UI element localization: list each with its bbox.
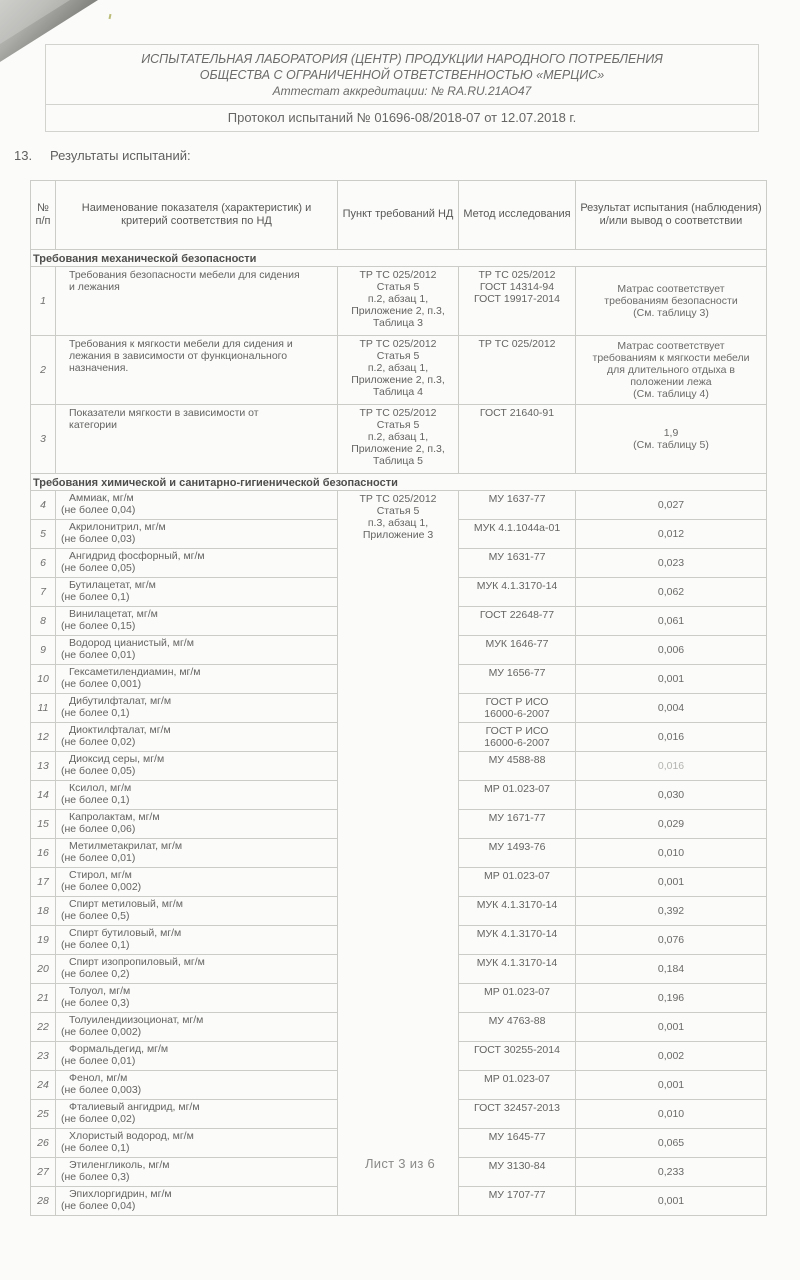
row-number-cell: 2 bbox=[31, 336, 56, 405]
indicator-name-cell: Требования к мягкости мебели для сидения и лежания в зависимости от функционального назначения. bbox=[56, 336, 338, 405]
indicator-name-cell: Аммиак, мг/м (не более 0,04) bbox=[56, 491, 338, 520]
result-cell: 0,012 bbox=[576, 520, 767, 549]
result-cell: 0,027 bbox=[576, 491, 767, 520]
result-cell: 0,001 bbox=[576, 665, 767, 694]
column-header-4: Метод исследования bbox=[459, 181, 576, 250]
result-cell: 0,001 bbox=[576, 1187, 767, 1216]
table-section-title: Требования механической безопасности bbox=[31, 250, 767, 267]
result-cell: 0,029 bbox=[576, 810, 767, 839]
test-method-cell: МУ 1631-77 bbox=[459, 549, 576, 578]
table-section-header bbox=[31, 474, 767, 491]
indicator-name-cell: Винилацетат, мг/м (не более 0,15) bbox=[56, 607, 338, 636]
test-method-cell: ГОСТ 21640-91 bbox=[459, 405, 576, 474]
row-number-cell: 22 bbox=[31, 1013, 56, 1042]
row-number-cell: 13 bbox=[31, 752, 56, 781]
requirement-clause-cell: ТР ТС 025/2012 Статья 5 п.2, абзац 1, Приложение 2, п.3, Таблица 4 bbox=[338, 336, 459, 405]
row-number-cell: 27 bbox=[31, 1158, 56, 1187]
requirement-clause-cell: ТР ТС 025/2012 Статья 5 п.2, абзац 1, Приложение 2, п.3, Таблица 3 bbox=[338, 267, 459, 336]
test-method-cell: ГОСТ 22648-77 bbox=[459, 607, 576, 636]
results-heading-number: 13. bbox=[14, 148, 33, 163]
table-row bbox=[31, 336, 767, 405]
indicator-name-cell: Толуол, мг/м (не более 0,3) bbox=[56, 984, 338, 1013]
table-row bbox=[31, 491, 767, 520]
row-number-cell: 5 bbox=[31, 520, 56, 549]
column-header-5: Результат испытания (наблюдения) и/или вывод о соответствии bbox=[576, 181, 767, 250]
test-method-cell: МУ 4588-88 bbox=[459, 752, 576, 781]
result-cell: 0,065 bbox=[576, 1129, 767, 1158]
test-method-cell: МР 01.023-07 bbox=[459, 868, 576, 897]
test-method-cell: ГОСТ Р ИСО 16000-6-2007 bbox=[459, 723, 576, 752]
test-method-cell: МР 01.023-07 bbox=[459, 1071, 576, 1100]
result-cell: 0,016 bbox=[576, 752, 767, 781]
row-number-cell: 14 bbox=[31, 781, 56, 810]
test-method-cell: МУ 4763-88 bbox=[459, 1013, 576, 1042]
table-section-header bbox=[31, 250, 767, 267]
result-cell: 0,001 bbox=[576, 1013, 767, 1042]
row-number-cell: 4 bbox=[31, 491, 56, 520]
result-cell: 0,002 bbox=[576, 1042, 767, 1071]
test-method-cell: ГОСТ 32457-2013 bbox=[459, 1100, 576, 1129]
indicator-name-cell: Ангидрид фосфорный, мг/м (не более 0,05) bbox=[56, 549, 338, 578]
indicator-name-cell: Спирт бутиловый, мг/м (не более 0,1) bbox=[56, 926, 338, 955]
result-cell: 0,030 bbox=[576, 781, 767, 810]
results-heading bbox=[14, 148, 191, 163]
test-method-cell: МУ 1645-77 bbox=[459, 1129, 576, 1158]
table-section-title: Требования химической и санитарно-гигиенической безопасности bbox=[31, 474, 767, 491]
indicator-name-cell: Хлористый водород, мг/м (не более 0,1) bbox=[56, 1129, 338, 1158]
row-number-cell: 10 bbox=[31, 665, 56, 694]
indicator-name-cell: Диоктилфталат, мг/м (не более 0,02) bbox=[56, 723, 338, 752]
row-number-cell: 1 bbox=[31, 267, 56, 336]
accreditation-line: Аттестат аккредитации: № RA.RU.21АО47 bbox=[272, 84, 532, 98]
row-number-cell: 11 bbox=[31, 694, 56, 723]
row-number-cell: 8 bbox=[31, 607, 56, 636]
lab-name-block bbox=[46, 45, 758, 105]
column-header-2: Наименование показателя (характеристик) и критерий соответствия по НД bbox=[56, 181, 338, 250]
test-method-cell: МУ 1707-77 bbox=[459, 1187, 576, 1216]
result-cell: 0,076 bbox=[576, 926, 767, 955]
indicator-name-cell: Бутилацетат, мг/м (не более 0,1) bbox=[56, 578, 338, 607]
test-method-cell: ТР ТС 025/2012 bbox=[459, 336, 576, 405]
row-number-cell: 26 bbox=[31, 1129, 56, 1158]
result-cell: 0,004 bbox=[576, 694, 767, 723]
result-cell: Матрас соответствует требованиям к мягкости мебели для длительного отдыха в положении лежа (См. таблицу 4) bbox=[576, 336, 767, 405]
result-cell: 1,9 (См. таблицу 5) bbox=[576, 405, 767, 474]
row-number-cell: 18 bbox=[31, 897, 56, 926]
row-number-cell: 17 bbox=[31, 868, 56, 897]
results-table bbox=[30, 180, 767, 1216]
indicator-name-cell: Стирол, мг/м (не более 0,002) bbox=[56, 868, 338, 897]
indicator-name-cell: Формальдегид, мг/м (не более 0,01) bbox=[56, 1042, 338, 1071]
test-method-cell: МУК 4.1.3170-14 bbox=[459, 926, 576, 955]
result-cell: 0,184 bbox=[576, 955, 767, 984]
indicator-name-cell: Акрилонитрил, мг/м (не более 0,03) bbox=[56, 520, 338, 549]
indicator-name-cell: Водород цианистый, мг/м (не более 0,01) bbox=[56, 636, 338, 665]
row-number-cell: 25 bbox=[31, 1100, 56, 1129]
result-cell: 0,196 bbox=[576, 984, 767, 1013]
results-table-body bbox=[31, 250, 767, 1216]
indicator-name-cell: Эпихлоргидрин, мг/м (не более 0,04) bbox=[56, 1187, 338, 1216]
lab-header-box bbox=[45, 44, 759, 132]
indicator-name-cell: Метилметакрилат, мг/м (не более 0,01) bbox=[56, 839, 338, 868]
row-number-cell: 20 bbox=[31, 955, 56, 984]
table-row bbox=[31, 267, 767, 336]
results-heading-label: Результаты испытаний: bbox=[50, 148, 191, 163]
row-number-cell: 19 bbox=[31, 926, 56, 955]
indicator-name-cell: Дибутилфталат, мг/м (не более 0,1) bbox=[56, 694, 338, 723]
row-number-cell: 16 bbox=[31, 839, 56, 868]
test-method-cell: МУ 1637-77 bbox=[459, 491, 576, 520]
indicator-name-cell: Этиленгликоль, мг/м (не более 0,3) bbox=[56, 1158, 338, 1187]
result-cell: 0,016 bbox=[576, 723, 767, 752]
result-cell: 0,001 bbox=[576, 868, 767, 897]
result-cell: 0,233 bbox=[576, 1158, 767, 1187]
result-cell: 0,061 bbox=[576, 607, 767, 636]
result-cell: 0,010 bbox=[576, 839, 767, 868]
indicator-name-cell: Ксилол, мг/м (не более 0,1) bbox=[56, 781, 338, 810]
indicator-name-cell: Гексаметилендиамин, мг/м (не более 0,001) bbox=[56, 665, 338, 694]
test-method-cell: МУ 1493-76 bbox=[459, 839, 576, 868]
indicator-name-cell: Фталиевый ангидрид, мг/м (не более 0,02) bbox=[56, 1100, 338, 1129]
test-method-cell: МУ 1671-77 bbox=[459, 810, 576, 839]
header-row bbox=[31, 181, 767, 250]
row-number-cell: 21 bbox=[31, 984, 56, 1013]
lab-name-line1: ИСПЫТАТЕЛЬНАЯ ЛАБОРАТОРИЯ (ЦЕНТР) ПРОДУКЦИИ НАРОДНОГО ПОТРЕБЛЕНИЯ bbox=[141, 52, 663, 66]
indicator-name-cell: Фенол, мг/м (не более 0,003) bbox=[56, 1071, 338, 1100]
test-method-cell: МУК 4.1.3170-14 bbox=[459, 955, 576, 984]
test-method-cell: МУ 3130-84 bbox=[459, 1158, 576, 1187]
test-method-cell: МУК 4.1.1044а-01 bbox=[459, 520, 576, 549]
row-number-cell: 15 bbox=[31, 810, 56, 839]
page-footer: Лист 3 из 6 bbox=[364, 1156, 436, 1171]
result-cell: 0,001 bbox=[576, 1071, 767, 1100]
row-number-cell: 12 bbox=[31, 723, 56, 752]
test-method-cell: ТР ТС 025/2012 ГОСТ 14314-94 ГОСТ 19917-2014 bbox=[459, 267, 576, 336]
test-method-cell: МР 01.023-07 bbox=[459, 984, 576, 1013]
test-method-cell: МУК 1646-77 bbox=[459, 636, 576, 665]
result-cell: Матрас соответствует требованиям безопасности (См. таблицу 3) bbox=[576, 267, 767, 336]
column-header-3: Пункт требований НД bbox=[338, 181, 459, 250]
test-method-cell: ГОСТ 30255-2014 bbox=[459, 1042, 576, 1071]
test-method-cell: МУК 4.1.3170-14 bbox=[459, 897, 576, 926]
lab-name-line2: ОБЩЕСТВА С ОГРАНИЧЕННОЙ ОТВЕТСТВЕННОСТЬЮ «МЕРЦИС» bbox=[199, 68, 605, 82]
test-method-cell: ГОСТ Р ИСО 16000-6-2007 bbox=[459, 694, 576, 723]
indicator-name-cell: Диоксид серы, мг/м (не более 0,05) bbox=[56, 752, 338, 781]
indicator-name-cell: Спирт изопропиловый, мг/м (не более 0,2) bbox=[56, 955, 338, 984]
row-number-cell: 23 bbox=[31, 1042, 56, 1071]
indicator-name-cell: Капролактам, мг/м (не более 0,06) bbox=[56, 810, 338, 839]
row-number-cell: 9 bbox=[31, 636, 56, 665]
scan-speck-artifact bbox=[109, 14, 112, 19]
indicator-name-cell: Показатели мягкости в зависимости от категории bbox=[56, 405, 338, 474]
indicator-name-cell: Требования безопасности мебели для сидения и лежания bbox=[56, 267, 338, 336]
row-number-cell: 6 bbox=[31, 549, 56, 578]
row-number-cell: 28 bbox=[31, 1187, 56, 1216]
requirement-clause-cell: ТР ТС 025/2012 Статья 5 п.3, абзац 1, Приложение 3 bbox=[338, 491, 459, 1216]
results-table-head bbox=[31, 181, 767, 250]
result-cell: 0,010 bbox=[576, 1100, 767, 1129]
table-row bbox=[31, 405, 767, 474]
column-header-1: № п/п bbox=[31, 181, 56, 250]
protocol-number-bar: Протокол испытаний № 01696-08/2018-07 от 12.07.2018 г. bbox=[227, 110, 577, 125]
indicator-name-cell: Толуилендиизоционат, мг/м (не более 0,002) bbox=[56, 1013, 338, 1042]
result-cell: 0,392 bbox=[576, 897, 767, 926]
test-method-cell: МУ 1656-77 bbox=[459, 665, 576, 694]
result-cell: 0,062 bbox=[576, 578, 767, 607]
requirement-clause-cell: ТР ТС 025/2012 Статья 5 п.2, абзац 1, Приложение 2, п.3, Таблица 5 bbox=[338, 405, 459, 474]
result-cell: 0,006 bbox=[576, 636, 767, 665]
result-cell: 0,023 bbox=[576, 549, 767, 578]
row-number-cell: 7 bbox=[31, 578, 56, 607]
row-number-cell: 3 bbox=[31, 405, 56, 474]
row-number-cell: 24 bbox=[31, 1071, 56, 1100]
test-method-cell: МР 01.023-07 bbox=[459, 781, 576, 810]
indicator-name-cell: Спирт метиловый, мг/м (не более 0,5) bbox=[56, 897, 338, 926]
test-method-cell: МУК 4.1.3170-14 bbox=[459, 578, 576, 607]
